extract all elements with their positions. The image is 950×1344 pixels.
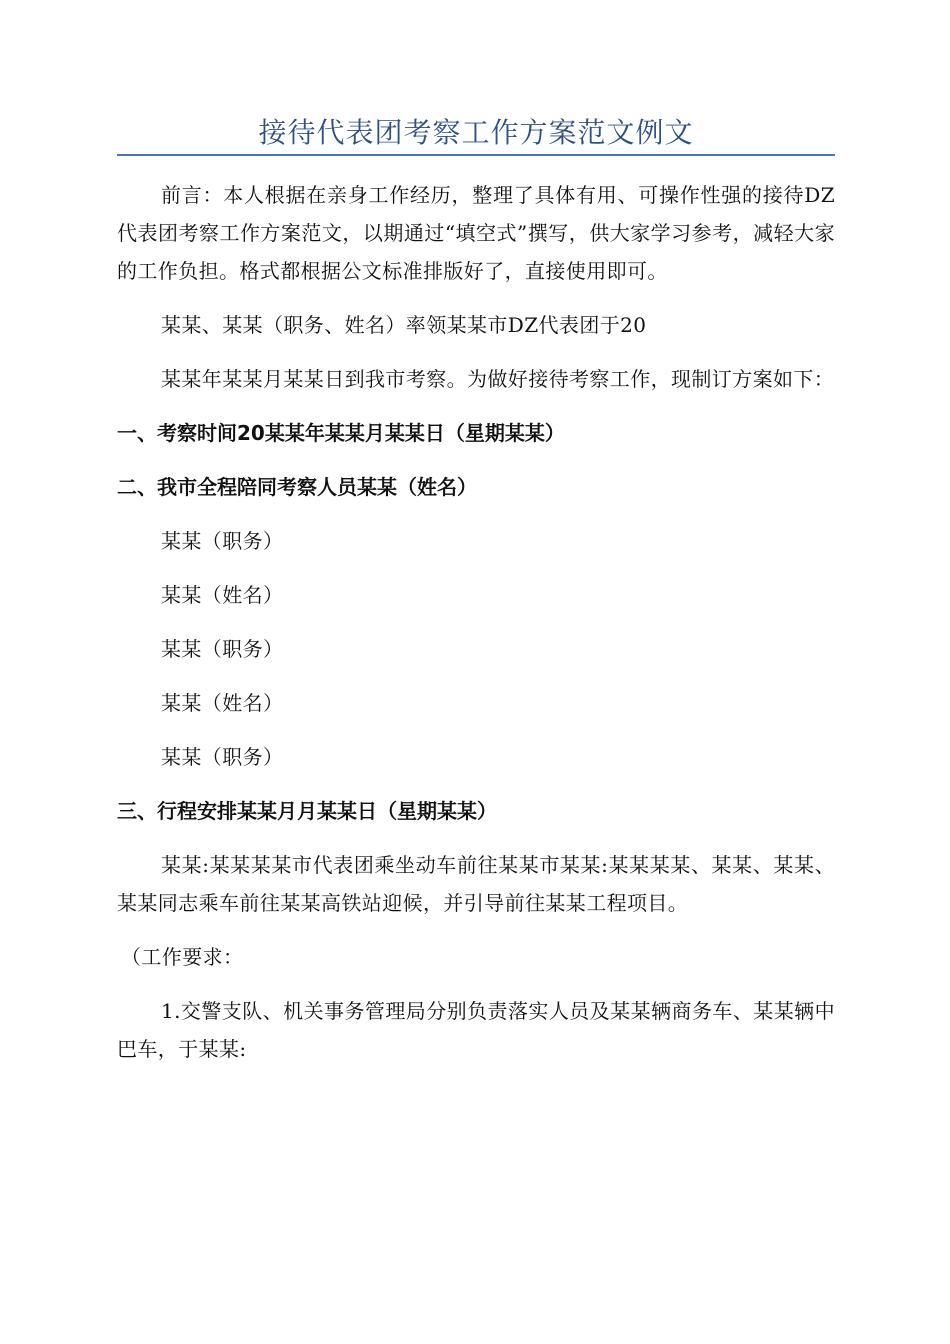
- staff-item: 某某（姓名）: [161, 583, 284, 607]
- intro-paragraph-2: 某某年某某月某某日到我市考察。为做好接待考察工作，现制订方案如下：: [161, 367, 835, 391]
- section-heading-time: 一、考察时间20某某年某某月某某日（星期某某）: [117, 421, 565, 445]
- document-title: 接待代表团考察工作方案范文例文: [258, 116, 694, 149]
- staff-item: 某某（职务）: [161, 529, 284, 553]
- section-heading-staff: 二、我市全程陪同考察人员某某（姓名）: [117, 475, 477, 499]
- requirements-label: （工作要求：: [121, 945, 244, 969]
- staff-item: 某某（职务）: [161, 637, 284, 661]
- preface-paragraph: 前言：本人根据在亲身工作经历，整理了具体有用、可操作性强的接待DZ代表团考察工作方案范文，以期通过“填空式”撰写，供大家学习参考，减轻大家的工作负担。格式都根据公文标准排版好了，直接使用即可。: [117, 183, 835, 283]
- document-page: [117, 112, 835, 1084]
- title-underline: [117, 154, 835, 156]
- requirement-item-1: 1.交警支队、机关事务管理局分别负责落实人员及某某辆商务车、某某辆中巴车，于某某:: [117, 999, 835, 1061]
- staff-item: 某某（职务）: [161, 745, 284, 769]
- section-heading-itinerary: 三、行程安排某某月月某某日（星期某某）: [117, 799, 497, 823]
- itinerary-paragraph: 某某:某某某某市代表团乘坐动车前往某某市某某:某某某某、某某、某某、某某同志乘车前往某某高铁站迎候，并引导前往某某工程项目。: [117, 853, 835, 915]
- staff-item: 某某（姓名）: [161, 691, 284, 715]
- intro-paragraph-1: 某某、某某（职务、姓名）率领某某市DZ代表团于20: [161, 313, 647, 337]
